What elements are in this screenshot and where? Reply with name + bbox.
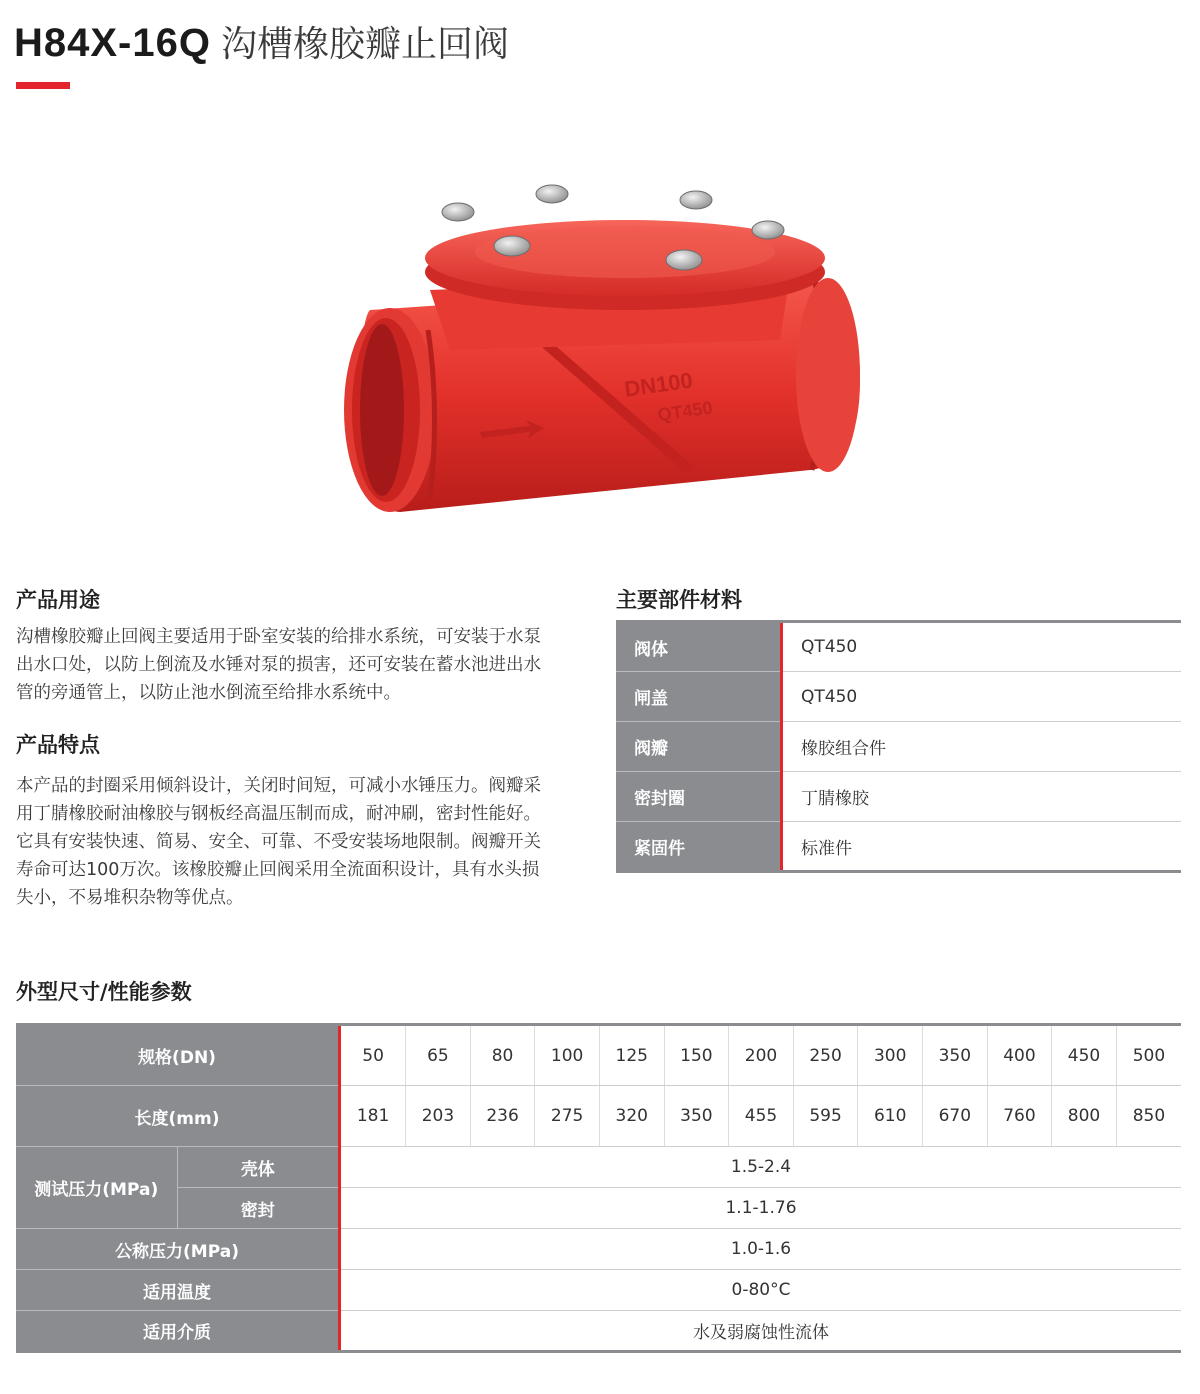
features-heading: 产品特点 xyxy=(16,733,100,757)
table-row xyxy=(616,672,1181,722)
table-row xyxy=(616,722,1181,772)
material-part: 阀体 xyxy=(616,622,780,672)
material-part: 紧固件 xyxy=(616,822,780,872)
length-cell: 181 xyxy=(341,1086,406,1147)
length-cell: 760 xyxy=(987,1086,1052,1147)
material-value: QT450 xyxy=(783,672,1181,722)
product-model: H84X-16Q xyxy=(14,21,211,65)
dn-cell: 450 xyxy=(1052,1025,1117,1086)
table-row xyxy=(16,1311,1181,1352)
title-underline xyxy=(16,82,70,89)
specs-heading: 外型尺寸/性能参数 xyxy=(16,980,192,1004)
shell-label: 壳体 xyxy=(177,1147,338,1188)
length-cell: 670 xyxy=(923,1086,988,1147)
product-name: 沟槽橡胶瓣止回阀 xyxy=(220,24,509,65)
length-cell: 350 xyxy=(664,1086,729,1147)
seal-label: 密封 xyxy=(177,1188,338,1229)
dn-cell: 250 xyxy=(793,1025,858,1086)
length-cell: 320 xyxy=(599,1086,664,1147)
length-cell: 455 xyxy=(729,1086,794,1147)
length-cell: 610 xyxy=(858,1086,923,1147)
length-cell: 203 xyxy=(406,1086,471,1147)
table-row xyxy=(616,822,1181,872)
shell-value: 1.5-2.4 xyxy=(341,1147,1181,1188)
nominal-label: 公称压力(MPa) xyxy=(16,1229,338,1270)
table-row xyxy=(16,1229,1181,1270)
features-line: 本产品的封圈采用倾斜设计，关闭时间短，可减小水锤压力。阀瓣采 xyxy=(16,776,541,796)
medium-label: 适用介质 xyxy=(16,1311,338,1352)
usage-line: 出水口处，以防上倒流及水锤对泵的损害，还可安装在蓄水池进出水 xyxy=(16,655,541,675)
table-row xyxy=(16,1025,1181,1086)
usage-line: 沟槽橡胶瓣止回阀主要适用于卧室安装的给排水系统，可安装于水泵 xyxy=(16,627,541,647)
length-cell: 595 xyxy=(793,1086,858,1147)
dn-label: 规格(DN) xyxy=(16,1025,338,1086)
material-part: 阀瓣 xyxy=(616,722,780,772)
nominal-value: 1.0-1.6 xyxy=(341,1229,1181,1270)
dn-cell: 125 xyxy=(599,1025,664,1086)
dn-cell: 150 xyxy=(664,1025,729,1086)
casting-dn-text: DN100 xyxy=(622,367,695,402)
table-row xyxy=(16,1147,1181,1188)
features-text xyxy=(16,772,596,912)
length-cell: 850 xyxy=(1116,1086,1181,1147)
page-title xyxy=(14,18,509,70)
features-line: 寿命可达100万次。该橡胶瓣止回阀采用全流面积设计，具有水头损 xyxy=(16,860,540,880)
usage-line: 管的旁通管上，以防止池水倒流至给排水系统中。 xyxy=(16,683,401,703)
material-part: 闸盖 xyxy=(616,672,780,722)
specs-table xyxy=(16,1023,1181,1353)
materials-heading: 主要部件材料 xyxy=(616,588,742,612)
dn-cell: 80 xyxy=(470,1025,535,1086)
length-cell: 275 xyxy=(535,1086,600,1147)
dn-cell: 400 xyxy=(987,1025,1052,1086)
dn-cell: 200 xyxy=(729,1025,794,1086)
test-pressure-label: 测试压力(MPa) xyxy=(16,1147,177,1229)
valve-product-image xyxy=(340,180,870,520)
length-cell: 800 xyxy=(1052,1086,1117,1147)
length-label: 长度(mm) xyxy=(16,1086,338,1147)
temp-value: 0-80°C xyxy=(341,1270,1181,1311)
table-row xyxy=(616,622,1181,672)
temp-label: 适用温度 xyxy=(16,1270,338,1311)
materials-table xyxy=(616,620,1181,873)
dn-cell: 50 xyxy=(341,1025,406,1086)
medium-value: 水及弱腐蚀性流体 xyxy=(693,1323,829,1343)
dn-cell: 65 xyxy=(406,1025,471,1086)
material-part: 密封圈 xyxy=(616,772,780,822)
dn-cell: 350 xyxy=(923,1025,988,1086)
dn-cell: 100 xyxy=(535,1025,600,1086)
features-line: 用丁腈橡胶耐油橡胶与钢板经高温压制而成，耐冲刷，密封性能好。 xyxy=(16,804,541,824)
casting-material-text: QT450 xyxy=(656,397,714,425)
table-row xyxy=(16,1188,1181,1229)
material-value: 丁腈橡胶 xyxy=(783,772,1181,822)
table-row xyxy=(616,772,1181,822)
dn-cell: 300 xyxy=(858,1025,923,1086)
usage-text xyxy=(16,623,596,707)
table-row xyxy=(16,1086,1181,1147)
material-value: 橡胶组合件 xyxy=(783,722,1181,772)
seal-value: 1.1-1.76 xyxy=(341,1188,1181,1229)
length-cell: 236 xyxy=(470,1086,535,1147)
table-row xyxy=(16,1270,1181,1311)
dn-cell: 500 xyxy=(1116,1025,1181,1086)
material-value: QT450 xyxy=(783,622,1181,672)
material-value: 标准件 xyxy=(801,838,852,859)
features-line: 失小，不易堆积杂物等优点。 xyxy=(16,888,244,908)
usage-heading: 产品用途 xyxy=(16,588,100,612)
features-line: 它具有安装快速、简易、安全、可靠、不受安装场地限制。阀瓣开关 xyxy=(16,832,541,852)
